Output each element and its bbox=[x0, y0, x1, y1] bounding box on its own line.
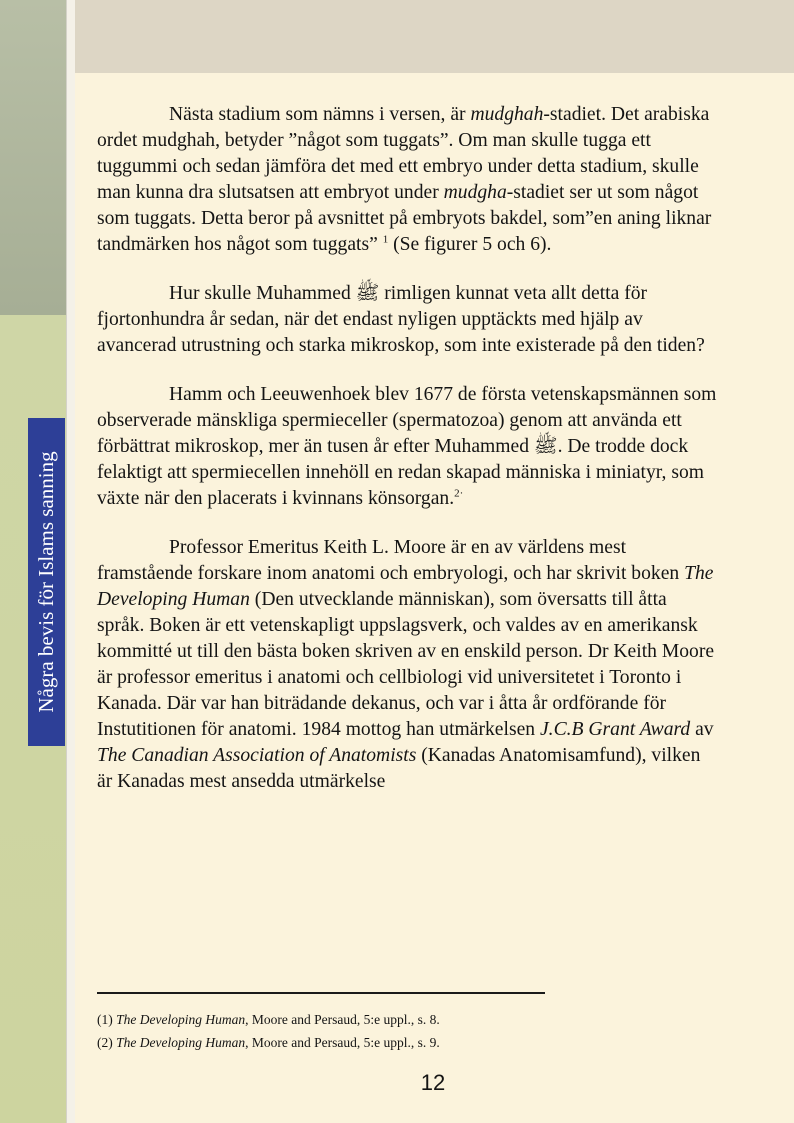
honorific-glyph: ﷺ bbox=[355, 283, 380, 304]
paragraph-4: Professor Emeritus Keith L. Moore är en av världens mest framstående forskare inom anatomi och embryologi, och har skrivit boken The Developing Human (Den utvecklande människan), som översatts till åtta språk. Boken är ett vetenskapligt uppslagsverk, och valdes av en amerikansk kommitté ut till den bästa boken skriven av en enskild person. Dr Keith Moore är professor emeritus i anatomi och cellbiologi vid universitetet i Toronto i Kanada. Där var han biträdande dekanus, och var i åtta år ordförande för Instutitionen för anatomi. 1984 mottog han utmärkelsen J.C.B Grant Award av The Canadian Association of Anatomists (Kanadas Anatomisamfund), vilken är Kanadas mest ansedda utmärkelse bbox=[97, 537, 715, 792]
footnote-ref-1: 1 bbox=[382, 233, 389, 246]
emphasis: mudghah bbox=[470, 104, 544, 125]
chapter-side-tab bbox=[28, 418, 65, 746]
emphasis: The Canadian Association of Anatomists bbox=[97, 745, 417, 766]
paragraph-1: Nästa stadium som nämns i versen, är mudghah-stadiet. Det arabiska ordet mudghah, betyder ”något som tuggats”. Om man skulle tugga ett tuggummi och sedan jämföra det med ett embryo under detta stadium, skulle man kunna dra slutsatsen att embryot under mudgha-stadiet ser ut som något som tuggats. Detta beror på avsnittet på embryots bakdel, som”en aning liknar tandmärken hos något som tuggats” $^1$ (Se figurer 5 och 6). bbox=[97, 104, 712, 255]
header-band bbox=[75, 0, 794, 73]
emphasis: The Developing Human bbox=[97, 563, 714, 610]
footnote-separator bbox=[97, 992, 545, 994]
chapter-side-title: Några bevis för Islams sanning bbox=[34, 451, 58, 713]
footnote-ref-2: 2· bbox=[454, 487, 464, 500]
paragraph-3: Hamm och Leeuwenhoek blev 1677 de första vetenskapsmännen som observerade mänskliga spermieceller (spermatozoa) genom att använda ett förbättrat mikroskop, mer än tusen år efter Muhammed ﷺ. De trodde dock felaktigt att spermiecellen innehöll en redan skapad människa i miniatyr, som växte när den placerats i kvinnans könsorgan.$^{2\cdot}$ bbox=[97, 384, 717, 509]
paragraph-2: Hur skulle Muhammed ﷺ rimligen kunnat veta allt detta för fjortonhundra år sedan, när det endast nyligen upptäckts med hjälp av avancerad utrustning och starka mikroskop, som inte existerade på den tiden? bbox=[97, 283, 705, 356]
edge-divider bbox=[66, 0, 75, 1123]
footnote-1: (1) The Developing Human, Moore and Persaud, 5:e uppl., s. 8. bbox=[97, 1012, 440, 1027]
body-text bbox=[97, 102, 717, 795]
emphasis: J.C.B Grant Award bbox=[539, 719, 691, 740]
footnote-2: (2) The Developing Human, Moore and Persaud, 5:e uppl., s. 9. bbox=[97, 1035, 440, 1050]
page-number: 12 bbox=[420, 1070, 446, 1095]
footnotes bbox=[97, 1008, 440, 1054]
honorific-glyph: ﷺ bbox=[533, 436, 558, 457]
edge-top-texture bbox=[0, 0, 66, 315]
emphasis: mudgha bbox=[443, 182, 507, 203]
